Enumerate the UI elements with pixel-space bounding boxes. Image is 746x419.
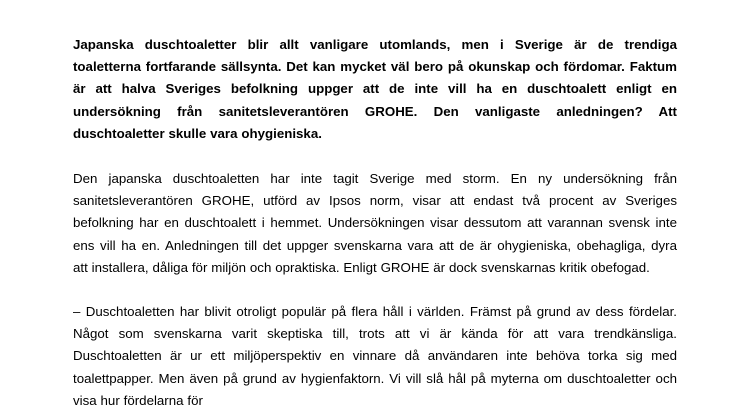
body-line: sanitetsleverantören GROHE, utförd av Ipsos norm, visar att endast två procent av Sveriges — [73, 193, 677, 209]
document-page — [73, 34, 677, 412]
body-line: visa hur fördelarna för — [73, 392, 203, 408]
body-line: ens vill ha en. Anledningen till det uppger svenskarna vara att de är ohygieniska, obehagliga, dyra — [73, 237, 677, 253]
paragraph-spacer — [73, 279, 677, 301]
lead-line: är att halva Sveriges befolkning uppger att de inte vill ha en duschtoalett enligt en — [73, 81, 677, 97]
body-line: – Duschtoaletten har blivit otroligt populär på flera håll i världen. Främst på grund av dess fördelar. — [73, 304, 677, 320]
lead-line: undersökning från sanitetsleverantören GROHE. Den vanligaste anledningen? Att — [73, 103, 677, 119]
body-paragraph-2 — [73, 301, 677, 412]
lead-line: toaletterna fortfarande sällsynta. Det kan mycket väl bero på okunskap och fördomar. Faktum — [73, 59, 677, 75]
body-line: toalettpapper. Men även på grund av hygienfaktorn. Vi vill slå hål på myterna om duschtoaletter och — [73, 370, 677, 386]
body-line: Duschtoaletten är ur ett miljöperspektiv en vinnare då användaren inte behöva torka sig med — [73, 348, 677, 364]
lead-paragraph — [73, 34, 677, 145]
lead-line: Japanska duschtoaletter blir allt vanligare utomlands, men i Sverige är de trendiga — [73, 37, 677, 52]
paragraph-spacer — [73, 145, 677, 168]
body-line: att installera, dåliga för miljön och opraktiska. Enligt GROHE är dock svenskarnas kritik obefogad. — [73, 259, 650, 275]
body-line: Något som svenskarna varit skeptiska till, trots att vi är kända för att vara trendkänsliga. — [73, 326, 677, 342]
body-paragraph-1 — [73, 168, 677, 279]
lead-line: duschtoaletter skulle vara ohygieniska. — [73, 125, 322, 141]
body-line: befolkning har en duschtoalett i hemmet. Undersökningen visar dessutom att varannan svensk inte — [73, 215, 677, 231]
body-line: Den japanska duschtoaletten har inte tagit Sverige med storm. En ny undersökning från — [73, 171, 677, 187]
